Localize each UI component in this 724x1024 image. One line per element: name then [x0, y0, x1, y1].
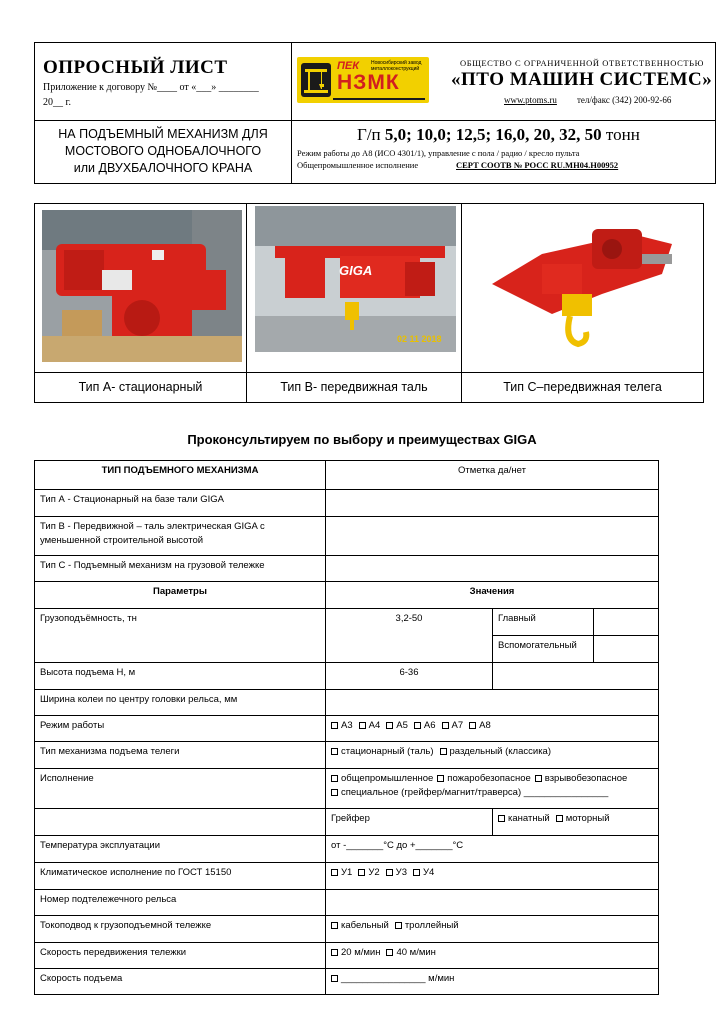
page-title: ОПРОСНЫЙ ЛИСТ: [43, 57, 228, 78]
row-mech-type: Тип механизма подъема телеги: [35, 742, 326, 769]
capacity-aux-input[interactable]: [594, 636, 659, 663]
site-link[interactable]: www.ptoms.ru: [504, 95, 557, 105]
consult-heading: Проконсультируем по выбору и преимуществах GIGA: [187, 432, 537, 447]
org-name: «ПТО МАШИН СИСТЕМС»: [451, 69, 713, 90]
head-params: Параметры: [35, 582, 326, 609]
mark-type-c[interactable]: [326, 556, 659, 582]
photo-cell-c: [462, 204, 703, 372]
duty-checkbox[interactable]: [414, 722, 421, 729]
logo-brand: НЗМК: [337, 71, 400, 94]
photo-date-stamp: 02 11 2018: [397, 334, 442, 344]
exec-checkbox[interactable]: [331, 775, 338, 782]
row-height: Высота подъема Н, м: [35, 663, 326, 690]
lift-speed-checkbox[interactable]: [331, 975, 338, 982]
row-type-a: Тип А - Стационарный на базе тали GIGA: [35, 490, 326, 517]
duty-checkbox[interactable]: [442, 722, 449, 729]
questionnaire-table: [34, 460, 658, 993]
climate-checkbox[interactable]: [413, 869, 420, 876]
grab-checkbox[interactable]: [556, 815, 563, 822]
temp-input[interactable]: от -_______°С до +_______°С: [326, 836, 659, 863]
capacity-aux-label: Вспомогательный: [493, 636, 594, 663]
duty-checkbox[interactable]: [469, 722, 476, 729]
crane-logo-icon: [301, 63, 331, 97]
height-input[interactable]: [493, 663, 659, 690]
power-options: кабельный троллейный: [326, 916, 659, 943]
org-type: ОБЩЕСТВО С ОГРАНИЧЕННОЙ ОТВЕТСТВЕННОСТЬЮ: [460, 58, 704, 68]
photo-cell-b: [247, 204, 462, 372]
photo-type-a: [42, 210, 242, 362]
rail-input[interactable]: [326, 890, 659, 916]
mark-type-a[interactable]: [326, 490, 659, 517]
photo-cell-a: [35, 204, 247, 372]
company-logo: [297, 57, 429, 103]
power-checkbox[interactable]: [331, 922, 338, 929]
duty-checkbox[interactable]: [359, 722, 366, 729]
climate-options: У1 У2 У3 У4: [326, 863, 659, 890]
grab-options: канатный моторный: [493, 809, 659, 836]
logo-pek: ПЕК: [337, 60, 360, 72]
contract-year: 20__ г.: [43, 97, 71, 108]
capacity-line: Г/п 5,0; 10,0; 12,5; 16,0, 20, 32, 50 тонн: [357, 125, 640, 144]
capacity-main-label: Главный: [493, 609, 594, 636]
gauge-input[interactable]: [326, 690, 659, 716]
head-mechanism-type: ТИП ПОДЪЕМНОГО МЕХАНИЗМА: [35, 461, 326, 490]
photo-type-c: [482, 214, 682, 364]
execution-type: Общепромышленное исполнение: [297, 160, 419, 170]
exec-checkbox[interactable]: [437, 775, 444, 782]
capacity-main-input[interactable]: [594, 609, 659, 636]
head-values: Значения: [326, 582, 659, 609]
exec-checkbox[interactable]: [535, 775, 542, 782]
row-type-c: Тип С - Подъемный механизм на грузовой тележке: [35, 556, 326, 582]
document-header: [34, 42, 716, 184]
exec-special-checkbox[interactable]: [331, 789, 338, 796]
grab-checkbox[interactable]: [498, 815, 505, 822]
photo-type-b: [255, 206, 456, 352]
speed-checkbox[interactable]: [331, 949, 338, 956]
power-checkbox[interactable]: [395, 922, 402, 929]
mech-options: стационарный (таль) раздельный (классика): [326, 742, 659, 769]
row-execution: Исполнение: [35, 769, 326, 809]
contract-line: Приложение к договору №____ от «___» ________: [43, 82, 259, 93]
row-lift-speed: Скорость подъема: [35, 969, 326, 995]
row-power: Токоподвод к грузоподъемной тележке: [35, 916, 326, 943]
caption-type-c: Тип С–передвижная телега: [462, 372, 703, 402]
logo-subtitle: Новосибирский завод металлоконструкций: [371, 60, 422, 72]
row-type-b: Тип В - Передвижной – таль электрическая GIGA с уменьшенной строительной высотой: [35, 517, 326, 556]
lift-speed-input: ________________ м/мин: [326, 969, 659, 995]
giga-label: GIGA: [339, 263, 373, 278]
mark-type-b[interactable]: [326, 517, 659, 556]
row-duty: Режим работы: [35, 716, 326, 742]
caption-type-a: Тип А- стационарный: [35, 372, 247, 402]
speed-checkbox[interactable]: [386, 949, 393, 956]
row-temp: Температура эксплуатации: [35, 836, 326, 863]
climate-checkbox[interactable]: [331, 869, 338, 876]
exec-options: общепромышленное пожаробезопасное взрывобезопасное специальное (грейфер/магнит/траверса) ________________: [326, 769, 659, 809]
row-rail: Номер подтележечного рельса: [35, 890, 326, 916]
height-value: 6-36: [326, 663, 493, 690]
row-trolley-speed: Скорость передвижения тележки: [35, 943, 326, 969]
row-grab-empty: [35, 809, 326, 836]
climate-checkbox[interactable]: [386, 869, 393, 876]
grab-label: Грейфер: [326, 809, 493, 836]
capacity-value: 3,2-50: [326, 609, 493, 663]
duty-options: А3 А4 А5 А6 А7 А8: [326, 716, 659, 742]
speed-options: 20 м/мин 40 м/мин: [326, 943, 659, 969]
certificate: СЕРТ СООТВ № РОСС RU.МН04.Н00952: [456, 160, 619, 170]
row-gauge: Ширина колеи по центру головки рельса, мм: [35, 690, 326, 716]
mech-checkbox[interactable]: [440, 748, 447, 755]
phone-fax: тел/факс (342) 200-92-66: [577, 95, 672, 105]
work-mode: Режим работы до А8 (ИСО 4301/1), управление с пола / радио / кресло пульта: [297, 148, 580, 158]
row-climate: Климатическое исполнение по ГОСТ 15150: [35, 863, 326, 890]
duty-checkbox[interactable]: [331, 722, 338, 729]
photo-table: [34, 203, 704, 403]
row-capacity: Грузоподъёмность, тн: [35, 609, 326, 663]
form-subject: НА ПОДЪЕМНЫЙ МЕХАНИЗМ ДЛЯ МОСТОВОГО ОДНОБАЛОЧНОГО или ДВУХБАЛОЧНОГО КРАНА: [58, 127, 268, 175]
duty-checkbox[interactable]: [386, 722, 393, 729]
caption-type-b: Тип В- передвижная таль: [247, 372, 462, 402]
head-mark: Отметка да/нет: [326, 461, 659, 490]
mech-checkbox[interactable]: [331, 748, 338, 755]
climate-checkbox[interactable]: [358, 869, 365, 876]
